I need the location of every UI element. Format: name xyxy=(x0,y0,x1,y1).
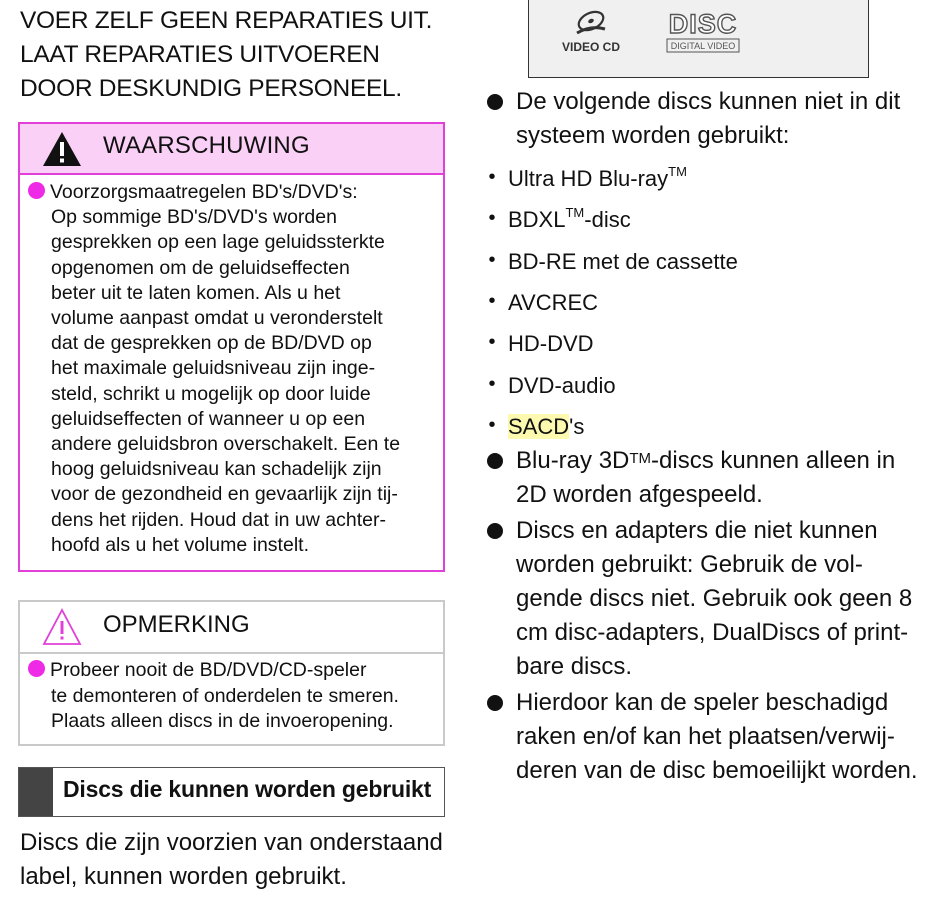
small-dot-icon: • xyxy=(488,166,496,188)
disc-logos xyxy=(528,0,869,78)
trademark: TM xyxy=(629,450,652,467)
list-item-line: Hierdoor kan de speler beschadigd xyxy=(516,689,889,716)
list-item-line: cm disc-adapters, DualDiscs of print- xyxy=(516,619,909,646)
warning-line: Op sommige BD's/DVD's worden xyxy=(51,206,337,229)
note-body xyxy=(28,658,438,735)
small-dot-icon: • xyxy=(488,373,496,395)
disc-big-label: DISC xyxy=(668,9,738,39)
video-cd-label: VIDEO CD xyxy=(561,40,621,54)
sub-item-text: HD-DVD xyxy=(508,331,594,356)
repair-line: DOOR DESKUNDIG PERSONEEL. xyxy=(20,75,402,102)
sub-item-text: DVD-audio xyxy=(508,373,616,398)
warning-body xyxy=(28,180,438,558)
warning-triangle-icon xyxy=(42,131,82,167)
repair-line: LAAT REPARATIES UITVOEREN xyxy=(20,41,380,68)
sub-item-text: BD-RE met de cassette xyxy=(508,249,738,274)
small-dot-icon: • xyxy=(488,414,496,436)
note-title: OPMERKING xyxy=(103,611,250,638)
list-item-line: Discs en adapters die niet kunnen xyxy=(516,517,878,544)
small-dot-icon: • xyxy=(488,290,496,312)
small-dot-icon: • xyxy=(488,331,496,353)
list-item-line: raken en/of kan het plaatsen/verwij- xyxy=(516,723,895,750)
warning-header xyxy=(20,124,443,175)
warning-first-line: Voorzorgsmaatregelen BD's/DVD's: xyxy=(50,181,358,203)
list-item-text: -discs kunnen alleen in xyxy=(651,447,896,474)
small-dot-icon: • xyxy=(488,207,496,229)
list-item xyxy=(487,514,927,689)
sub-item-text: -disc xyxy=(584,207,631,232)
sub-item-text: 's xyxy=(569,414,585,439)
warning-line: voor de gezondheid en gevaarlijk zijn tij- xyxy=(51,483,398,506)
warning-line: hoofd als u het volume instelt. xyxy=(51,533,309,556)
caution-triangle-icon xyxy=(42,608,82,646)
warning-line: het maximale geluidsniveau zijn inge- xyxy=(51,357,376,380)
warning-line: volume aanpast omdat u veronderstelt xyxy=(51,307,383,330)
warning-line: hoog geluidsniveau kan schadelijk zijn xyxy=(51,458,382,481)
warning-line: dat de gesprekken op de BD/DVD op xyxy=(51,332,372,355)
note-header xyxy=(20,602,443,654)
bullet-icon xyxy=(487,453,503,469)
disc-small-label: DIGITAL VIDEO xyxy=(670,41,736,51)
list-item-line: De volgende discs kunnen niet in dit xyxy=(516,88,901,115)
warning-line: opgenomen om de geluidseffecten xyxy=(51,256,350,279)
list-item xyxy=(487,85,927,155)
warning-line: gesprekken op een lage geluidssterkte xyxy=(51,231,385,254)
list-item-text: Blu-ray 3D xyxy=(516,447,630,474)
list-item xyxy=(487,444,927,514)
paragraph-line: label, kunnen worden gebruikt. xyxy=(20,863,347,890)
section-title: Discs die kunnen worden gebruikt xyxy=(63,776,432,802)
warning-line: steld, schrikt u mogelijk op door luide xyxy=(51,382,371,405)
dvd-disc-logo-icon xyxy=(663,3,743,59)
note-first-line: Probeer nooit de BD/DVD/CD-speler xyxy=(50,659,367,681)
list-item-line: bare discs. xyxy=(516,653,633,680)
list-item-line: worden gebruikt: Gebruik de vol- xyxy=(516,551,863,578)
warning-line: geluidseffecten of wanneer u op een xyxy=(51,407,366,430)
trademark: TM xyxy=(565,205,585,220)
sub-item-text: AVCREC xyxy=(508,290,599,315)
list-item xyxy=(487,686,927,791)
bullet-icon xyxy=(487,94,503,110)
bullet-icon xyxy=(487,695,503,711)
video-cd-logo-icon xyxy=(561,3,621,59)
warning-box xyxy=(18,122,445,572)
note-line: te demonteren of onderdelen te smeren. xyxy=(51,684,399,707)
repair-line: VOER ZELF GEEN REPARATIES UIT. xyxy=(20,7,433,34)
warning-title: WAARSCHUWING xyxy=(103,132,310,159)
sub-item-text: BDXL xyxy=(508,207,566,232)
trademark: TM xyxy=(668,164,687,179)
list-item-line: deren van de disc bemoeilijkt worden. xyxy=(516,757,918,784)
paragraph-line: Discs die zijn voorzien van onderstaand xyxy=(20,829,443,856)
section-paragraph xyxy=(20,826,450,894)
warning-line: beter uit te laten komen. Als u het xyxy=(51,281,341,304)
pink-bullet-icon xyxy=(28,182,45,199)
note-box xyxy=(18,600,445,746)
small-dot-icon: • xyxy=(488,249,496,271)
list-item-line: 2D worden afgespeeld. xyxy=(516,481,763,508)
section-bar xyxy=(19,768,53,816)
list-item-line: gende discs niet. Gebruik ook geen 8 xyxy=(516,585,913,612)
highlighted-text: SACD xyxy=(508,414,570,439)
section-header xyxy=(18,767,445,817)
note-line: Plaats alleen discs in de invoeropening. xyxy=(51,710,394,732)
sub-item-text: Ultra HD Blu-ray xyxy=(508,166,669,191)
repair-warning-text xyxy=(20,4,450,106)
pink-bullet-icon xyxy=(28,660,45,677)
warning-line: dens het rijden. Houd dat in uw achter- xyxy=(51,508,386,531)
warning-line: andere geluidsbron overschakelt. Een te xyxy=(51,433,401,456)
bullet-icon xyxy=(487,523,503,539)
list-item-line: systeem worden gebruikt: xyxy=(516,122,790,149)
